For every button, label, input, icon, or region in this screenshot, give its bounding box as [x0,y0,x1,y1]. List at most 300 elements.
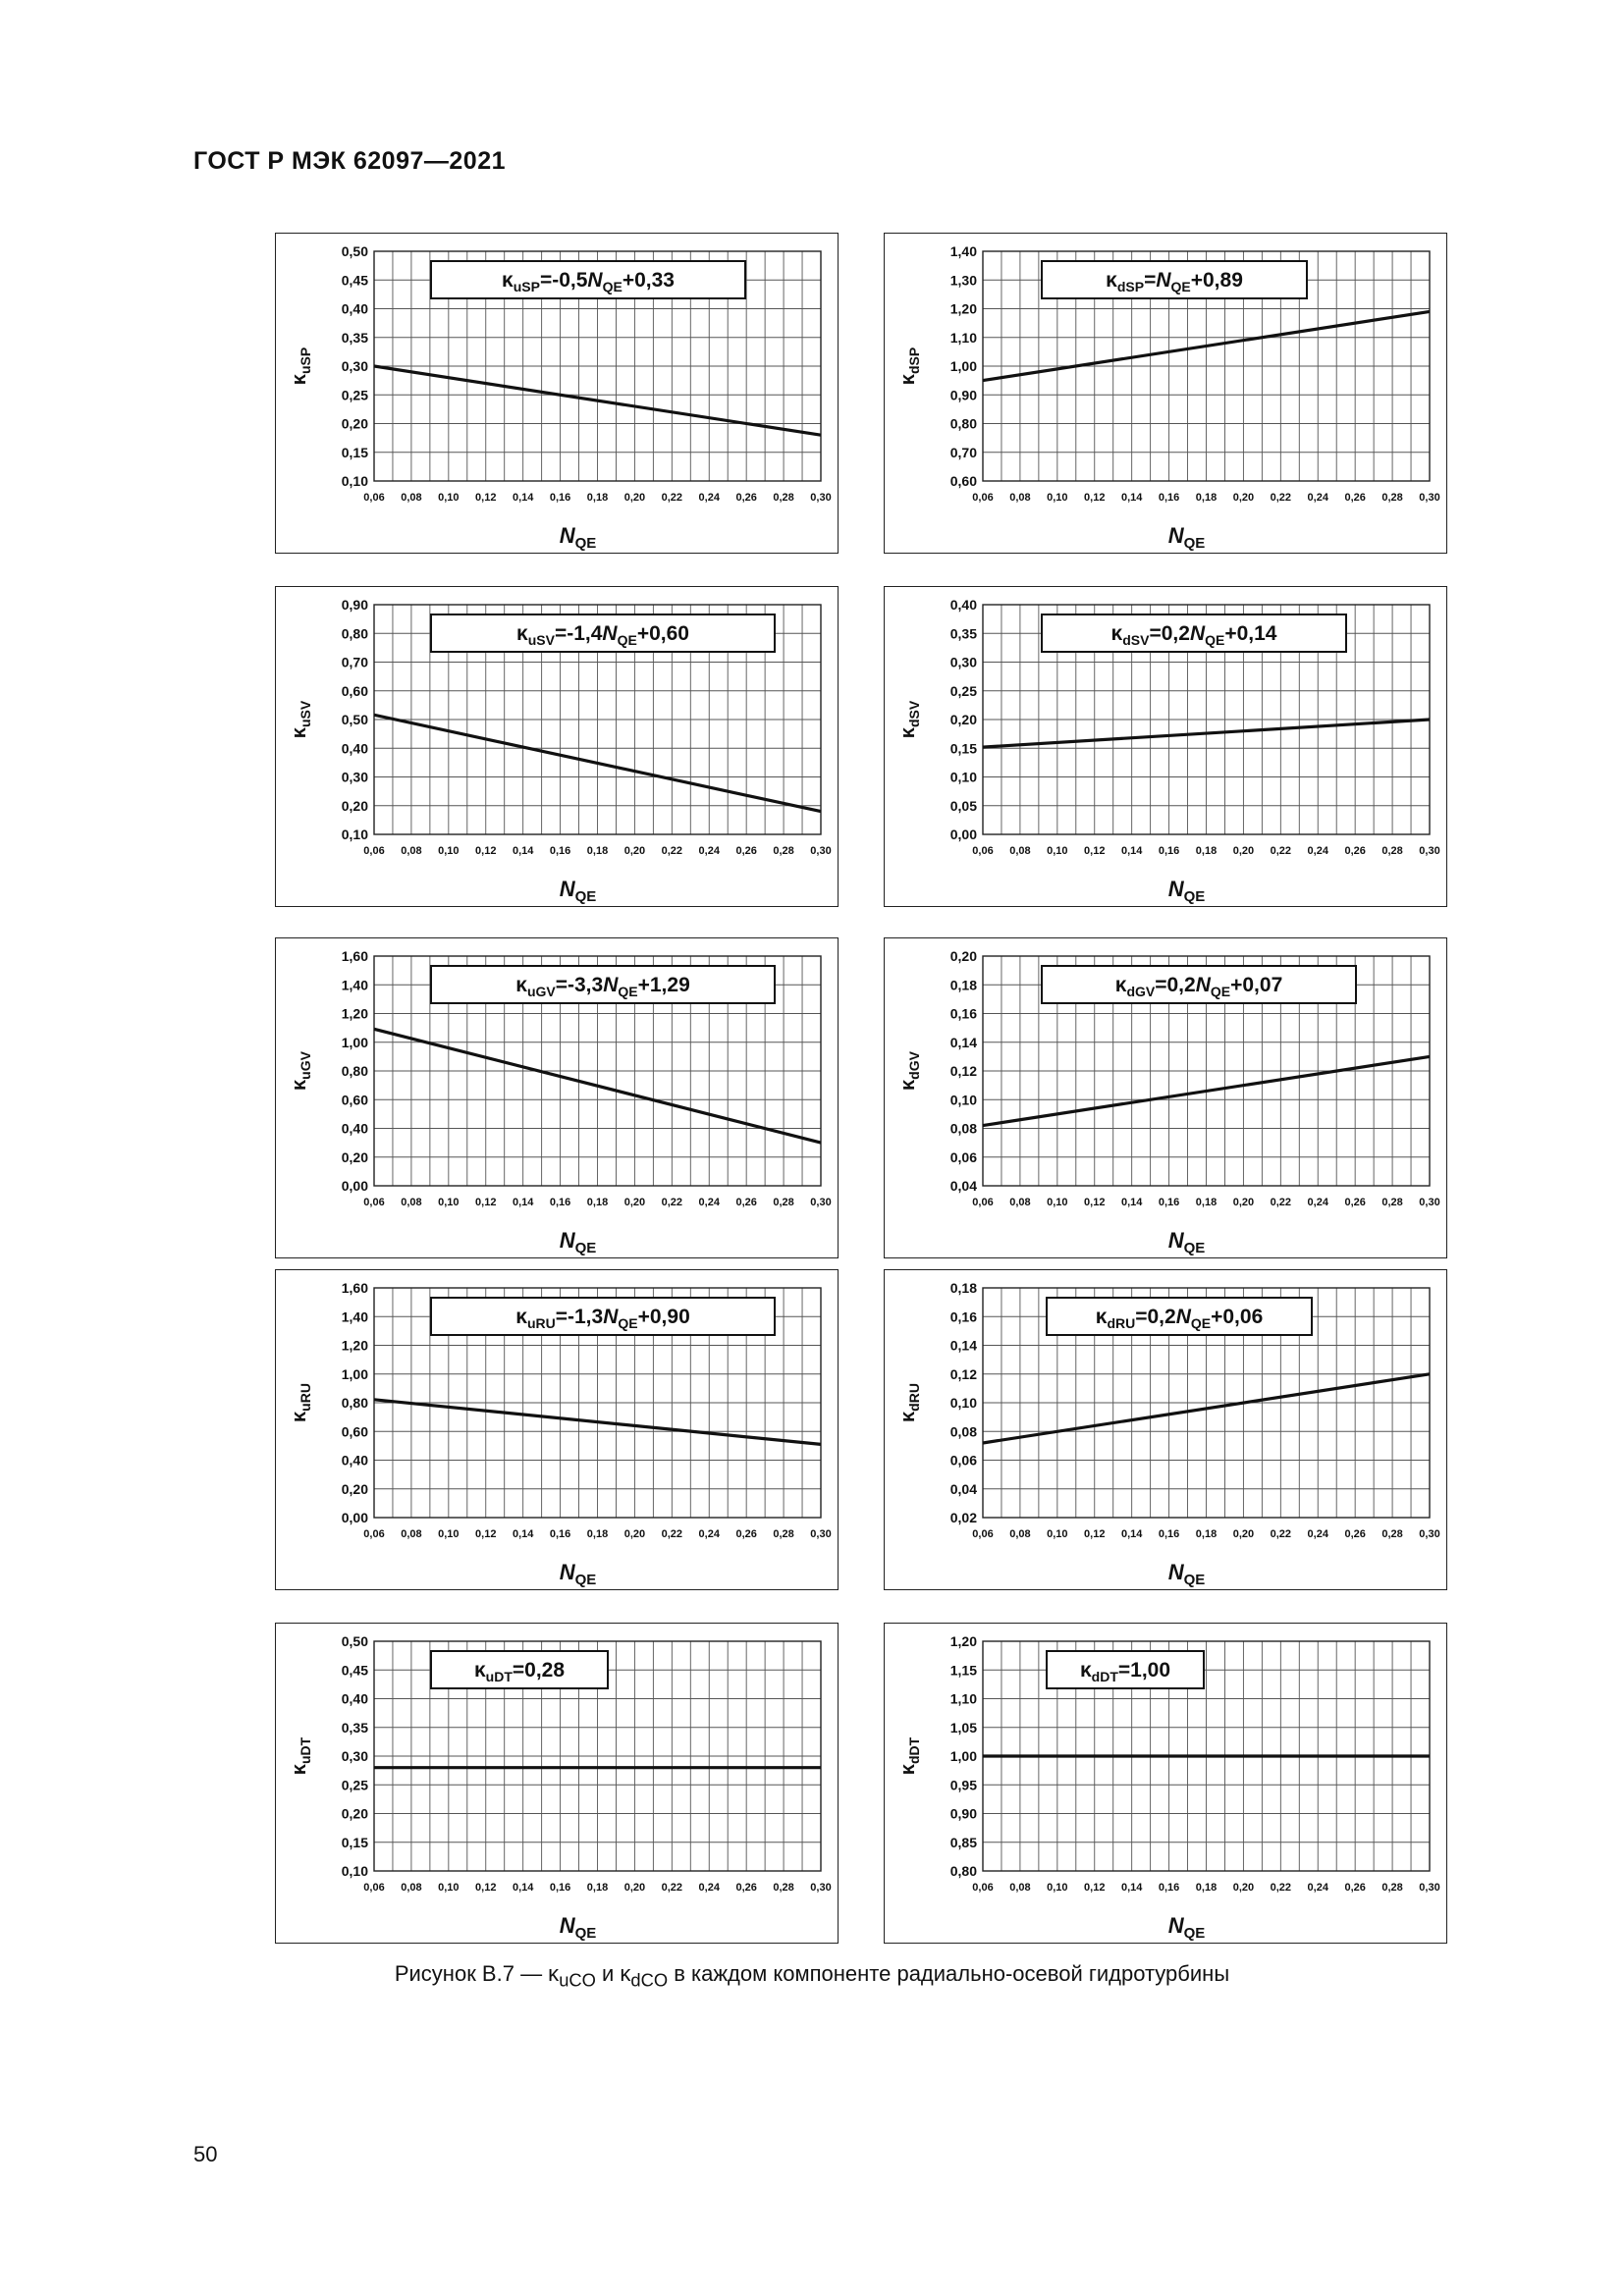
formula-n: N [1156,269,1171,292]
y-tick-label: 1,60 [341,948,368,964]
formula-n-sub: QE [1205,632,1225,648]
y-tick-label: 0,80 [949,1863,977,1879]
x-tick-label: 0,08 [1009,1882,1031,1894]
x-tick-label: 0,28 [1381,1882,1403,1894]
y-tick-label: 0,06 [949,1148,977,1165]
formula-kappa-sub: uRU [526,1315,556,1331]
x-tick-label: 0,06 [363,1528,385,1540]
y-tick-label: 1,20 [949,300,977,317]
formula-n: N [603,1306,619,1328]
x-tick-label: 0,18 [586,1882,609,1894]
x-axis-label [1168,877,1206,905]
x-tick-label: 0,12 [475,1528,497,1540]
x-tick-label: 0,28 [773,492,794,504]
y-tick-label: 0,90 [949,1805,977,1822]
x-tick-label: 0,24 [698,1882,720,1894]
y-tick-label: 1,15 [949,1662,977,1679]
y-tick-label: 0,00 [341,1510,368,1525]
x-tick-label: 0,10 [438,492,460,504]
y-tick-label: 0,15 [341,1834,368,1850]
y-axis-label-main: κ [897,727,919,739]
y-tick-label: 0,06 [949,1452,977,1468]
y-axis-label-main: κ [897,1411,919,1422]
y-tick-label: 0,25 [341,387,368,403]
x-tick-label: 0,06 [972,492,994,504]
y-tick-label: 0,04 [949,1480,977,1497]
x-tick-label: 0,26 [735,1197,757,1208]
y-tick-label: 0,50 [341,712,368,727]
y-tick-label: 1,20 [341,1337,368,1354]
formula-kappa-sub: dGV [1126,984,1156,999]
x-tick-label: 0,20 [1232,1197,1255,1208]
formula-coef: =-0,5 [539,269,588,292]
caption-sub-2: dCO [630,1969,669,1991]
y-tick-label: 0,50 [341,1633,368,1649]
x-tick-label: 0,10 [1047,1528,1068,1540]
x-axis-label [1168,523,1206,552]
x-tick-label: 0,30 [810,1882,832,1894]
y-tick-label: 1,20 [341,1005,368,1022]
x-tick-label: 0,20 [623,492,646,504]
x-tick-label: 0,20 [623,1882,646,1894]
formula-coef: = [1144,269,1157,292]
formula-const: +0,06 [1211,1306,1264,1328]
x-tick-label: 0,14 [1120,1528,1143,1540]
y-tick-label: 1,30 [949,272,977,289]
x-axis-label [560,1560,597,1588]
x-tick-label: 0,08 [401,1197,422,1208]
x-tick-label: 0,30 [1419,492,1440,504]
chart-panel-uSP [275,233,839,554]
y-axis-label [897,1383,922,1422]
y-axis-label [289,1736,313,1775]
x-tick-label: 0,20 [1232,492,1255,504]
x-tick-label: 0,10 [438,1882,460,1894]
y-tick-label: 0,80 [341,625,368,642]
y-tick-label: 0,70 [341,654,368,670]
y-tick-label: 0,85 [949,1834,977,1850]
caption-end: в каждом компоненте радиально-осевой гидротурбины [668,1961,1230,1986]
x-tick-label: 0,20 [1232,845,1255,857]
y-tick-label: 0,80 [341,1063,368,1079]
x-tick-label: 0,16 [1158,1197,1180,1208]
y-axis-label-sub: uRU [298,1383,313,1412]
formula-coef: =-1,3 [555,1306,604,1328]
y-tick-label: 0,00 [949,827,977,842]
formula-coef: =0,2 [1149,622,1190,645]
formula-kappa: κ [502,269,514,292]
x-tick-label: 0,06 [972,1197,994,1208]
x-axis-label-sub: QE [574,1572,597,1588]
y-tick-label: 1,00 [341,1034,368,1050]
x-axis-label [560,1913,597,1942]
x-axis-label [560,523,597,552]
y-axis-label-sub: uSP [298,347,313,375]
y-tick-label: 0,20 [341,797,368,814]
x-tick-label: 0,12 [1084,1882,1106,1894]
y-tick-label: 0,20 [341,1148,368,1165]
x-tick-label: 0,26 [1344,1882,1366,1894]
x-tick-label: 0,12 [475,492,497,504]
chart-panel-dRU [884,1269,1447,1590]
formula-kappa: κ [473,1659,486,1682]
x-tick-label: 0,16 [549,845,571,857]
x-tick-label: 0,10 [1047,492,1068,504]
x-tick-label: 0,28 [1381,1528,1403,1540]
x-axis-label-main: N [559,1228,575,1253]
x-tick-label: 0,22 [1270,492,1292,504]
y-tick-label: 0,35 [341,329,368,346]
y-tick-label: 0,12 [949,1365,977,1382]
y-tick-label: 1,00 [949,1748,977,1764]
x-tick-label: 0,22 [661,1882,683,1894]
y-tick-label: 0,30 [341,358,368,374]
x-tick-label: 0,28 [773,1197,794,1208]
y-axis-label-main: κ [289,374,310,386]
y-axis-label-sub: dSP [906,347,922,375]
formula-coef: =-1,4 [554,622,603,645]
chart-svg [885,234,1446,553]
x-tick-label: 0,18 [586,845,609,857]
formula-n: N [603,974,619,996]
y-tick-label: 0,25 [949,682,977,699]
chart-svg [885,587,1446,906]
x-tick-label: 0,24 [1307,492,1328,504]
formula-kappa: κ [516,622,528,645]
x-tick-label: 0,28 [1381,1197,1403,1208]
x-tick-label: 0,06 [363,492,385,504]
y-tick-label: 0,35 [949,625,977,642]
caption-mid: и κ [595,1961,631,1986]
formula-kappa-sub: uGV [526,984,556,999]
chart-panel-dDT [884,1623,1447,1944]
x-tick-label: 0,22 [1270,1882,1292,1894]
x-axis-label-sub: QE [1183,535,1206,552]
x-axis-label-sub: QE [574,1925,597,1942]
x-tick-label: 0,22 [661,492,683,504]
y-axis-label-sub: dSV [906,700,922,728]
formula-n: N [587,269,603,292]
y-tick-label: 0,20 [341,1480,368,1497]
x-tick-label: 0,18 [1195,845,1218,857]
x-tick-label: 0,14 [1120,492,1143,504]
x-axis-label-main: N [1167,523,1184,548]
formula-kappa: κ [515,1306,527,1328]
y-tick-label: 1,00 [341,1365,368,1382]
formula-kappa-sub: uSV [527,632,555,648]
x-tick-label: 0,30 [810,1197,832,1208]
x-tick-label: 0,14 [512,1528,534,1540]
x-tick-label: 0,10 [438,1197,460,1208]
y-tick-label: 0,10 [341,827,368,842]
y-axis-label-sub: uGV [298,1051,313,1080]
y-axis-label [897,700,922,738]
x-tick-label: 0,08 [1009,1528,1031,1540]
x-axis-label-main: N [559,523,575,548]
x-axis-label-main: N [559,1913,575,1938]
y-tick-label: 0,60 [949,473,977,489]
x-tick-label: 0,22 [1270,845,1292,857]
x-tick-label: 0,22 [661,845,683,857]
y-tick-label: 0,30 [341,1748,368,1764]
chart-svg [276,1270,838,1589]
y-tick-label: 0,10 [341,1863,368,1879]
x-axis-label [1168,1560,1206,1588]
formula-const: +1,29 [637,974,690,996]
x-tick-label: 0,20 [623,1528,646,1540]
x-tick-label: 0,08 [401,492,422,504]
formula-const: +0,90 [637,1306,690,1328]
formula-coef: =1,00 [1117,1659,1171,1682]
x-tick-label: 0,30 [1419,845,1440,857]
formula-kappa-sub: dRU [1107,1315,1136,1331]
chart-panel-dSP [884,233,1447,554]
formula-const: +0,60 [636,622,689,645]
y-axis-label [289,1383,313,1422]
y-tick-label: 0,05 [949,797,977,814]
y-axis-label-sub: dGV [906,1051,922,1080]
formula-const: +0,89 [1190,269,1243,292]
formula-n-sub: QE [618,984,638,999]
x-tick-label: 0,06 [363,1197,385,1208]
y-axis-label-main: κ [289,1411,310,1422]
x-tick-label: 0,26 [1344,1528,1366,1540]
y-tick-label: 1,40 [949,243,977,259]
x-tick-label: 0,14 [512,845,534,857]
x-tick-label: 0,24 [1307,1528,1328,1540]
x-axis-label [560,877,597,905]
x-tick-label: 0,12 [1084,1528,1106,1540]
x-tick-label: 0,08 [1009,845,1031,857]
x-tick-label: 0,14 [512,492,534,504]
y-tick-label: 0,45 [341,272,368,289]
y-tick-label: 0,50 [341,243,368,259]
y-tick-label: 0,20 [341,415,368,432]
formula-kappa: κ [1106,269,1117,292]
x-tick-label: 0,24 [698,845,720,857]
y-tick-label: 0,80 [949,415,977,432]
y-tick-label: 0,35 [341,1719,368,1735]
y-tick-label: 0,08 [949,1120,977,1137]
y-axis-label [897,1736,922,1775]
x-tick-label: 0,28 [773,1528,794,1540]
caption-sub-1: uCO [559,1969,596,1991]
x-tick-label: 0,18 [586,492,609,504]
y-tick-label: 0,80 [341,1395,368,1411]
x-tick-label: 0,24 [1307,1882,1328,1894]
figure-caption [0,1961,1624,1991]
formula-kappa: κ [1110,622,1123,645]
x-tick-label: 0,14 [1120,1197,1143,1208]
formula-n-sub: QE [617,632,637,648]
x-tick-label: 0,18 [1195,1528,1218,1540]
formula-n: N [1175,1306,1191,1328]
x-tick-label: 0,30 [810,492,832,504]
chart-svg [885,1624,1446,1943]
formula-kappa-sub: uDT [485,1669,513,1684]
x-tick-label: 0,26 [735,1882,757,1894]
x-axis-label-sub: QE [1183,1572,1206,1588]
y-tick-label: 0,25 [341,1777,368,1793]
x-tick-label: 0,18 [586,1197,609,1208]
y-axis-label-main: κ [289,727,310,739]
y-axis-label-main: κ [289,1079,310,1091]
x-tick-label: 0,18 [1195,1197,1218,1208]
formula-coef: =-3,3 [555,974,604,996]
y-tick-label: 0,60 [341,1423,368,1440]
chart-svg [276,938,838,1257]
x-tick-label: 0,08 [401,845,422,857]
x-axis-label [1168,1228,1206,1256]
y-tick-label: 0,45 [341,1662,368,1679]
x-axis-label-main: N [1167,877,1184,901]
formula-kappa-sub: dDT [1091,1669,1118,1684]
x-tick-label: 0,14 [1120,1882,1143,1894]
x-tick-label: 0,08 [1009,492,1031,504]
y-axis-label [897,347,922,385]
y-tick-label: 0,15 [341,444,368,460]
x-tick-label: 0,08 [401,1882,422,1894]
chart-panel-uRU [275,1269,839,1590]
x-tick-label: 0,24 [698,492,720,504]
x-tick-label: 0,30 [810,845,832,857]
x-tick-label: 0,30 [1419,1882,1440,1894]
x-tick-label: 0,12 [1084,1197,1106,1208]
y-tick-label: 0,70 [949,444,977,460]
x-axis-label-sub: QE [574,1240,597,1256]
chart-panel-dGV [884,937,1447,1258]
x-tick-label: 0,16 [549,1197,571,1208]
x-tick-label: 0,16 [1158,492,1180,504]
y-tick-label: 0,20 [949,948,977,964]
x-axis-label-sub: QE [574,535,597,552]
formula-n-sub: QE [1190,1315,1212,1331]
x-tick-label: 0,22 [1270,1197,1292,1208]
x-tick-label: 0,14 [512,1882,534,1894]
y-tick-label: 1,05 [949,1719,977,1735]
x-tick-label: 0,22 [1270,1528,1292,1540]
x-tick-label: 0,24 [698,1197,720,1208]
y-tick-label: 0,10 [949,769,977,785]
y-tick-label: 0,60 [341,1092,368,1108]
x-tick-label: 0,12 [475,845,497,857]
y-tick-label: 0,02 [949,1510,977,1525]
x-tick-label: 0,28 [773,1882,794,1894]
formula-n: N [1195,974,1211,996]
chart-panel-uSV [275,586,839,907]
y-tick-label: 0,40 [341,1690,368,1707]
x-tick-label: 0,26 [1344,1197,1366,1208]
x-tick-label: 0,18 [1195,492,1218,504]
y-tick-label: 0,40 [341,300,368,317]
x-axis-label-sub: QE [574,888,597,905]
x-tick-label: 0,10 [438,1528,460,1540]
y-tick-label: 0,40 [341,1452,368,1468]
x-tick-label: 0,20 [623,845,646,857]
y-tick-label: 1,10 [949,1690,977,1707]
x-tick-label: 0,24 [1307,845,1328,857]
formula-n: N [1189,622,1206,645]
chart-panel-uDT [275,1623,839,1944]
formula-n: N [602,622,618,645]
x-tick-label: 0,08 [401,1528,422,1540]
formula-n-sub: QE [1170,279,1191,294]
y-tick-label: 0,90 [341,597,368,613]
x-tick-label: 0,20 [623,1197,646,1208]
y-tick-label: 0,08 [949,1423,977,1440]
y-tick-label: 0,14 [949,1337,977,1354]
x-tick-label: 0,06 [363,845,385,857]
x-axis-label-main: N [1167,1913,1184,1938]
x-tick-label: 0,06 [972,1882,994,1894]
x-tick-label: 0,10 [438,845,460,857]
formula-kappa: κ [1114,974,1127,996]
y-axis-label-main: κ [897,374,919,386]
y-tick-label: 1,10 [949,329,977,346]
x-tick-label: 0,10 [1047,1882,1068,1894]
chart-svg [276,234,838,553]
x-tick-label: 0,12 [475,1882,497,1894]
x-tick-label: 0,16 [549,1882,571,1894]
y-tick-label: 0,12 [949,1063,977,1079]
x-tick-label: 0,22 [661,1528,683,1540]
formula-kappa-sub: dSP [1116,279,1145,294]
y-tick-label: 0,40 [341,740,368,757]
formula-const: +0,14 [1224,622,1277,645]
x-tick-label: 0,24 [698,1528,720,1540]
formula-kappa: κ [1095,1306,1108,1328]
x-tick-label: 0,30 [1419,1197,1440,1208]
x-tick-label: 0,16 [1158,1882,1180,1894]
y-tick-label: 0,90 [949,387,977,403]
x-axis-label-main: N [1167,1560,1184,1584]
x-tick-label: 0,06 [972,845,994,857]
x-axis-label-sub: QE [1183,888,1206,905]
y-tick-label: 0,00 [341,1178,368,1194]
x-tick-label: 0,14 [512,1197,534,1208]
y-tick-label: 0,20 [341,1805,368,1822]
y-tick-label: 1,00 [949,358,977,374]
y-tick-label: 0,04 [949,1178,977,1194]
y-axis-label [289,1050,313,1091]
chart-svg [276,1624,838,1943]
formula-kappa: κ [515,974,527,996]
y-tick-label: 1,40 [341,1308,368,1325]
x-tick-label: 0,28 [1381,845,1403,857]
x-tick-label: 0,28 [773,845,794,857]
x-tick-label: 0,16 [1158,1528,1180,1540]
x-axis-label-main: N [1167,1228,1184,1253]
page-number: 50 [193,2142,218,2166]
y-tick-label: 1,60 [341,1280,368,1296]
x-tick-label: 0,16 [549,492,571,504]
y-axis-label-sub: uDT [298,1736,313,1765]
x-axis-label [560,1228,597,1256]
x-tick-label: 0,06 [972,1528,994,1540]
formula-n-sub: QE [602,279,623,294]
y-axis-label-sub: dRU [906,1383,922,1412]
y-axis-label-sub: uSV [298,700,313,728]
y-tick-label: 0,10 [341,473,368,489]
y-tick-label: 0,18 [949,1280,977,1296]
y-tick-label: 0,16 [949,1308,977,1325]
x-tick-label: 0,16 [549,1528,571,1540]
x-tick-label: 0,28 [1381,492,1403,504]
y-tick-label: 0,40 [949,597,977,613]
x-tick-label: 0,16 [1158,845,1180,857]
x-axis-label-sub: QE [1183,1925,1206,1942]
x-tick-label: 0,24 [1307,1197,1328,1208]
